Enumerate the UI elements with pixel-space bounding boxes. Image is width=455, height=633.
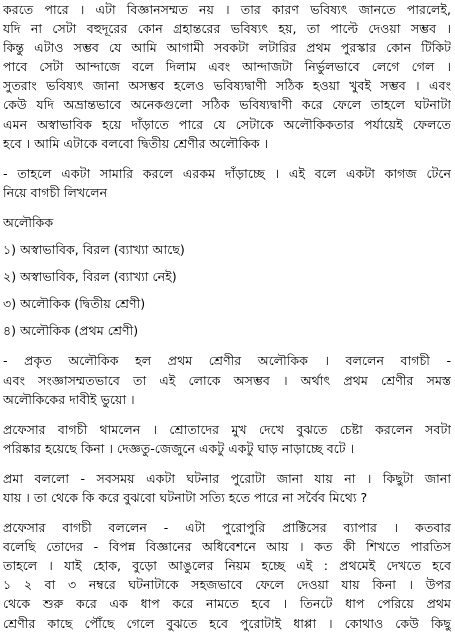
list-item bbox=[3, 321, 451, 340]
paragraph-prama bbox=[3, 469, 451, 507]
text-line: করতে পারে । এটা বিজ্ঞানসম্মত নয় । তার কারণ ভবিষ্যৎ জানতে পারলেই, bbox=[3, 2, 451, 17]
text-line: ১ ২ বা ৩ নম্বরে ঘটনাটাকে সহজভাবে ফেলে দেওয়া যায় কিনা । উপর bbox=[3, 577, 451, 593]
text-line: হবে । আমি এটাকে বলবো দ্বিতীয় শ্রেণীর অলৌকিক । bbox=[3, 135, 269, 151]
text-line: তাহলে । যাই হোক, বুড়ো আঙুলের নিয়ম হচ্ছে এই : প্রথমেই দেখতে হবে bbox=[3, 558, 451, 574]
text-line: বলেছি তোদের - বিপন্ন বিজ্ঞানের অধিবেশনে আয় । কত কী শিখতে পারতিস bbox=[3, 539, 451, 555]
text-line: শ্রেণীর কাছে পৌঁছে গেলে বুঝতে হবে পুরোটাই ধাপ্পা । কোথাও কেউ কিছু bbox=[3, 615, 451, 631]
text-line: কেউ যদি অভ্রান্তভাবে অনেকগুলো সঠিক ভবিষ্যদ্বাণী করে ফেলে তাহলে ঘটনাটা bbox=[3, 97, 451, 113]
text-line: ২) অস্বাভাবিক, বিরল (ব্যাখ্যা নেই) bbox=[3, 269, 177, 285]
text-line: এমন অস্বাভাবিক হয়ে দাঁড়াতে পারে যে সেটাকে অলৌকিকতার পর্যায়েই ফেলতে bbox=[3, 116, 451, 132]
list-item bbox=[3, 267, 451, 286]
paragraph-rule-of-thumb bbox=[3, 518, 451, 633]
text-line: প্রফেসার বাগচী বললেন - এটা পুরোপুরি প্রাক্টিসের ব্যাপার । কতবার bbox=[3, 520, 451, 536]
paragraph-summary bbox=[3, 164, 451, 202]
text-line: অলৌকিকের দাবীই ভুয়ো । bbox=[3, 391, 135, 407]
text-line: প্রমা বললো - সবসময় একটা ঘটনার পুরোটা জানা যায় না । কিছুটা জানা bbox=[3, 470, 451, 486]
text-line: - প্রকৃত অলৌকিক হল প্রথম শ্রেণীর অলৌকিক । বললেন বাগচী - bbox=[3, 353, 451, 369]
paragraph-bagchi-pause bbox=[3, 420, 451, 458]
text-line: সুতরাং ভবিষ্যৎ জানা অসম্ভব হলেও ভবিষ্যদ্বাণী সঠিক হওয়া খুবই সম্ভব । এবং bbox=[3, 78, 451, 94]
list-item bbox=[3, 294, 451, 313]
text-line: প্রফেসার বাগচী থামলেন । শ্রোতাদের মুখ দেখে বুঝতে চেষ্টা করলেন সবটা bbox=[3, 421, 451, 437]
text-line: কিন্তু এটাও সম্ভব যে আমি আগামী সবকটা লটারির প্রথম পুরস্কার কোন টিকিট bbox=[3, 40, 451, 56]
text-line: অলৌকিক bbox=[3, 214, 54, 230]
text-line: ৪) অলৌকিক (প্রথম শ্রেণী) bbox=[3, 323, 139, 339]
list-heading bbox=[3, 213, 451, 232]
text-line: পাবে সেটা আন্দাজে বলে দিলাম এবং আন্দাজটা নির্ভুলভাবে লেগে গেল । bbox=[3, 59, 451, 75]
paragraph-intro bbox=[3, 0, 451, 153]
text-line: এবং সংজ্ঞাসম্মতভাবে তা এই লোকে অসম্ভব । অর্থাৎ প্রথম শ্রেণীর সমস্ত bbox=[3, 372, 451, 388]
text-line: নিয়ে বাগচী লিখলেন bbox=[3, 184, 108, 200]
text-line: ১) অস্বাভাবিক, বিরল (ব্যাখ্যা আছে) bbox=[3, 242, 185, 258]
text-line: থেকে শুরু করে এক ধাপ করে নামতে হবে । তিনটে ধাপ পেরিয়ে প্রথম bbox=[3, 596, 451, 612]
paragraph-true-miracle bbox=[3, 351, 451, 408]
text-line: ৩) অলৌকিক (দ্বিতীয় শ্রেণী) bbox=[3, 296, 146, 312]
list-item bbox=[3, 240, 451, 259]
text-line: যদি না সেটা বহুদূরের কোন গ্রহান্তরের ভবিষ্যৎ হয়, তা পাল্টে দেওয়া সম্ভব । bbox=[3, 21, 451, 37]
text-line: যায় । তা থেকে কি করে বুঝবো ঘটনাটা সত্যি হতে পারে না সর্বৈব মিথ্যে ? bbox=[3, 489, 368, 505]
text-line: পরিষ্কার হয়েছে কিনা । দেজ্ঞতু-জেজুনে একটু একটু ঘাড় নাড়াচ্ছে বটে । bbox=[3, 440, 355, 456]
text-line: - তাহলে একটা সামারি করলে এরকম দাঁড়াচ্ছে । এই বলে একটা কাগজ টেনে bbox=[3, 165, 451, 181]
